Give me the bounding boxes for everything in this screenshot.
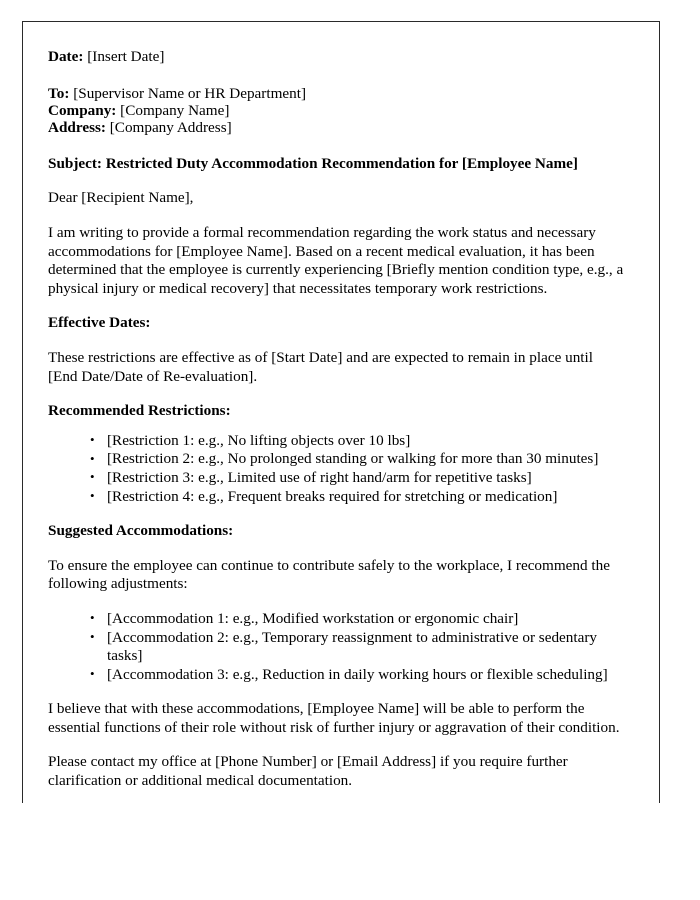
spacer [48, 298, 626, 314]
restrictions-heading: Recommended Restrictions: [48, 402, 231, 420]
spacer [48, 333, 626, 349]
company-value: [Company Name] [120, 102, 230, 119]
address-line [48, 119, 626, 136]
date-value: [Insert Date] [87, 48, 165, 65]
spacer [48, 208, 626, 224]
spacer [48, 137, 626, 155]
effective-dates-body: These restrictions are effective as of [Start Date] and are expected to remain in place until [End Date/Date of Re-evaluation]. [48, 348, 593, 385]
document-page [22, 21, 660, 803]
list-item: • [Restriction 2: e.g., No prolonged standing or walking for more than 30 minutes] [90, 450, 626, 469]
date-label: Date: [48, 48, 84, 65]
accommodations-list [48, 610, 626, 684]
company-line [48, 102, 626, 119]
restrictions-list [48, 432, 626, 506]
spacer [48, 541, 626, 557]
salutation: Dear [Recipient Name], [48, 189, 194, 207]
spacer [48, 386, 626, 402]
address-label: Address: [48, 119, 106, 137]
to-line [48, 85, 626, 102]
spacer [48, 684, 626, 700]
document-body [23, 22, 659, 791]
address-value: [Company Address] [109, 119, 232, 137]
to-label: To: [48, 84, 70, 102]
spacer [48, 737, 626, 753]
to-value: [Supervisor Name or HR Department] [73, 84, 306, 102]
subject-line: Subject: Restricted Duty Accommodation Recommendation for [Employee Name] [48, 154, 578, 172]
contact-paragraph: Please contact my office at [Phone Number] or [Email Address] if you require further clarification or additional medical documentation. [48, 753, 568, 790]
spacer [48, 173, 626, 189]
company-label: Company: [48, 102, 117, 119]
accommodations-intro: To ensure the employee can continue to contribute safely to the workplace, I recommend the following adjustments: [48, 556, 610, 593]
effective-dates-heading: Effective Dates: [48, 314, 151, 332]
spacer [48, 421, 626, 432]
spacer [48, 506, 626, 522]
accommodations-heading: Suggested Accommodations: [48, 522, 234, 540]
date-line [48, 48, 626, 67]
recipient-block [48, 85, 626, 137]
list-item: • [Restriction 3: e.g., Limited use of right hand/arm for repetitive tasks] [90, 469, 626, 488]
list-item: • [Restriction 4: e.g., Frequent breaks required for stretching or medication] [90, 488, 626, 507]
list-item: • [Restriction 1: e.g., No lifting objects over 10 lbs] [90, 432, 626, 451]
intro-paragraph: I am writing to provide a formal recommendation regarding the work status and necessary accommodations for [Employee Name]. Based on a recent medical evaluation, it has been determined that the employee is currently experiencing [Briefly mention condition type, e.g., a physical injury or medical recovery] that necessitates temporary work restrictions. [48, 224, 624, 297]
list-item: • [Accommodation 3: e.g., Reduction in daily working hours or flexible scheduling] [90, 666, 626, 685]
spacer [48, 594, 626, 610]
spacer [48, 67, 626, 85]
list-item: • [Accommodation 1: e.g., Modified workstation or ergonomic chair] [90, 610, 626, 629]
closing-paragraph: I believe that with these accommodations, [Employee Name] will be able to perform the essential functions of their role without risk of further injury or aggravation of their condition. [48, 700, 620, 736]
list-item: • [Accommodation 2: e.g., Temporary reassignment to administrative or sedentary tasks] [90, 629, 626, 666]
